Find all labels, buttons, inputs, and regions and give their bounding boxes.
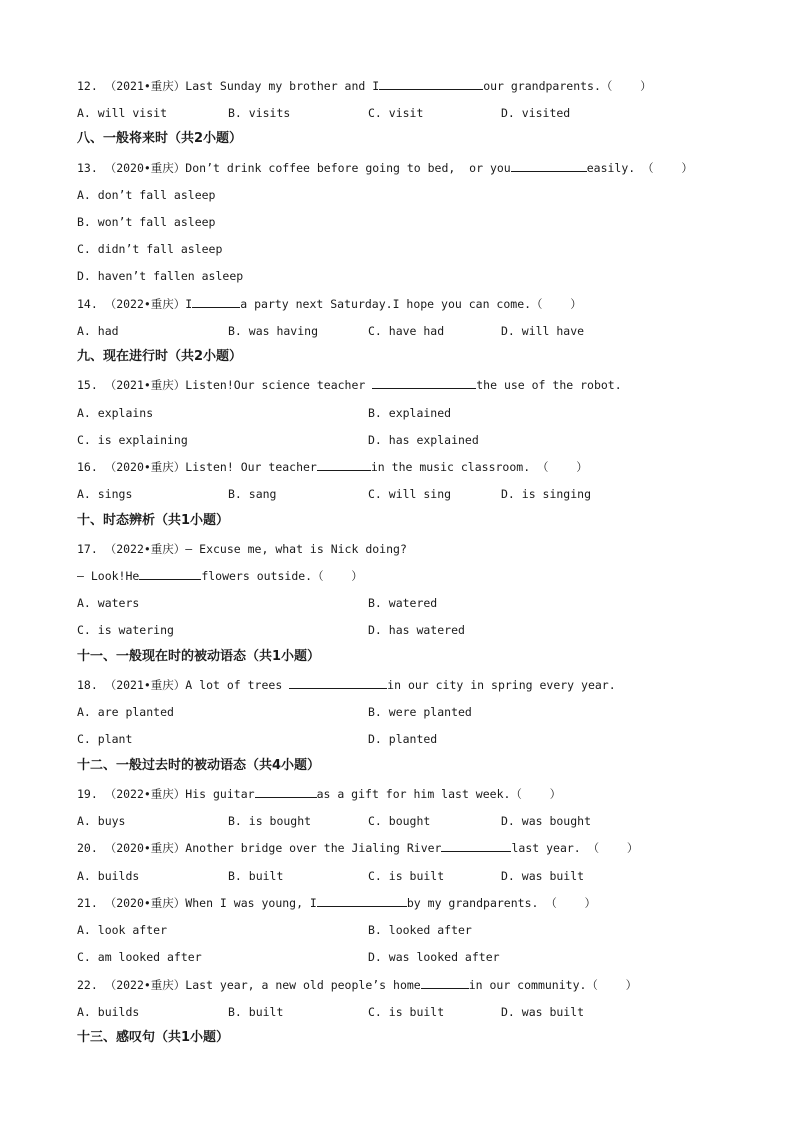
option-b: B. visits — [228, 106, 291, 120]
option-d: D. will have — [501, 324, 585, 338]
question-text: our grandparents.（ ） — [483, 79, 652, 93]
question-14-stem — [77, 296, 582, 312]
question-text: 22. （2022•重庆）Last year, a new old people’s home — [77, 978, 421, 992]
question-16-stem — [77, 459, 588, 475]
option-c: C. is built — [368, 869, 445, 883]
question-text: – Look!He — [77, 569, 140, 583]
option-b: B. watered — [368, 596, 438, 610]
question-text: the use of the robot. — [476, 378, 622, 392]
answer-blank — [372, 377, 476, 389]
section-heading: 八、一般将来时（共2小题） — [77, 131, 243, 146]
option-a: A. buys — [77, 814, 126, 828]
question-text: 21. （2020•重庆）When I was young, I — [77, 896, 317, 910]
answer-blank — [139, 568, 201, 580]
option-b: B. won’t fall asleep — [77, 215, 216, 229]
option-c: C. is built — [368, 1005, 445, 1019]
question-text: 12. （2021•重庆）Last Sunday my brother and I — [77, 79, 380, 93]
option-b: B. were planted — [368, 705, 472, 719]
question-text: 18. （2021•重庆）A lot of trees — [77, 678, 290, 692]
option-b: B. explained — [368, 406, 452, 420]
question-text: last year. （ ） — [511, 841, 639, 855]
option-c: C. bought — [368, 814, 431, 828]
question-text: 15. （2021•重庆）Listen!Our science teacher — [77, 378, 373, 392]
option-c: C. is watering — [77, 623, 174, 637]
answer-blank — [255, 786, 317, 798]
question-text: flowers outside.（ ） — [201, 569, 363, 583]
option-b: B. built — [228, 869, 284, 883]
question-13-stem — [77, 160, 693, 176]
option-c: C. plant — [77, 732, 133, 746]
option-d: D. is singing — [501, 487, 592, 501]
answer-blank — [317, 895, 407, 907]
option-c: C. will sing — [368, 487, 452, 501]
answer-blank — [289, 677, 387, 689]
option-a: A. builds — [77, 869, 140, 883]
option-d: D. haven’t fallen asleep — [77, 269, 244, 283]
question-text: easily. （ ） — [586, 161, 693, 175]
option-a: A. are planted — [77, 705, 174, 719]
answer-blank — [317, 459, 371, 471]
option-a: A. had — [77, 324, 119, 338]
question-17-dialogue — [77, 568, 363, 584]
option-c: C. am looked after — [77, 950, 202, 964]
option-a: A. don’t fall asleep — [77, 188, 216, 202]
question-15-stem — [77, 377, 622, 393]
question-17-stem: 17. （2022•重庆）– Excuse me, what is Nick doing? — [77, 542, 407, 556]
option-d: D. visited — [501, 106, 571, 120]
option-c: C. visit — [368, 106, 424, 120]
option-d: D. was bought — [501, 814, 592, 828]
question-20-stem — [77, 840, 638, 856]
question-text: 16. （2020•重庆）Listen! Our teacher — [77, 460, 317, 474]
question-text: 19. （2022•重庆）His guitar — [77, 787, 255, 801]
answer-blank — [421, 977, 469, 989]
question-text: a party next Saturday.I hope you can come.（ ） — [240, 297, 582, 311]
question-text: by my grandparents. （ ） — [406, 896, 597, 910]
question-text: in our community.（ ） — [468, 978, 638, 992]
question-text: in the music classroom. （ ） — [370, 460, 588, 474]
option-d: D. planted — [368, 732, 438, 746]
question-text: 13. （2020•重庆）Don’t drink coffee before going to bed, or you — [77, 161, 511, 175]
section-heading: 十一、一般现在时的被动语态（共1小题） — [77, 649, 321, 664]
option-d: D. was built — [501, 869, 585, 883]
option-a: A. builds — [77, 1005, 140, 1019]
option-b: B. was having — [228, 324, 319, 338]
option-d: D. was built — [501, 1005, 585, 1019]
option-d: D. has explained — [368, 433, 479, 447]
option-a: A. look after — [77, 923, 168, 937]
option-a: A. waters — [77, 596, 140, 610]
option-a: A. sings — [77, 487, 133, 501]
answer-blank — [379, 78, 483, 90]
option-b: B. sang — [228, 487, 277, 501]
option-b: B. looked after — [368, 923, 472, 937]
question-21-stem — [77, 895, 596, 911]
option-a: A. will visit — [77, 106, 168, 120]
question-19-stem — [77, 786, 561, 802]
option-b: B. built — [228, 1005, 284, 1019]
question-text: 14. （2022•重庆）I — [77, 297, 193, 311]
question-22-stem — [77, 977, 637, 993]
section-heading: 十、时态辨析（共1小题） — [77, 513, 230, 528]
question-text: 20. （2020•重庆）Another bridge over the Jialing River — [77, 841, 442, 855]
question-18-stem — [77, 677, 616, 693]
option-c: C. is explaining — [77, 433, 188, 447]
section-heading: 九、现在进行时（共2小题） — [77, 349, 243, 364]
option-d: D. was looked after — [368, 950, 500, 964]
answer-blank — [192, 296, 240, 308]
option-a: A. explains — [77, 406, 154, 420]
answer-blank — [441, 840, 511, 852]
question-text: in our city in spring every year. — [387, 678, 616, 692]
question-12-stem — [77, 78, 652, 94]
section-heading: 十三、感叹句（共1小题） — [77, 1030, 230, 1045]
option-d: D. has watered — [368, 623, 465, 637]
option-c: C. have had — [368, 324, 445, 338]
option-b: B. is bought — [228, 814, 312, 828]
section-heading: 十二、一般过去时的被动语态（共4小题） — [77, 758, 321, 773]
answer-blank — [511, 160, 587, 172]
option-c: C. didn’t fall asleep — [77, 242, 223, 256]
question-text: as a gift for him last week.（ ） — [316, 787, 562, 801]
